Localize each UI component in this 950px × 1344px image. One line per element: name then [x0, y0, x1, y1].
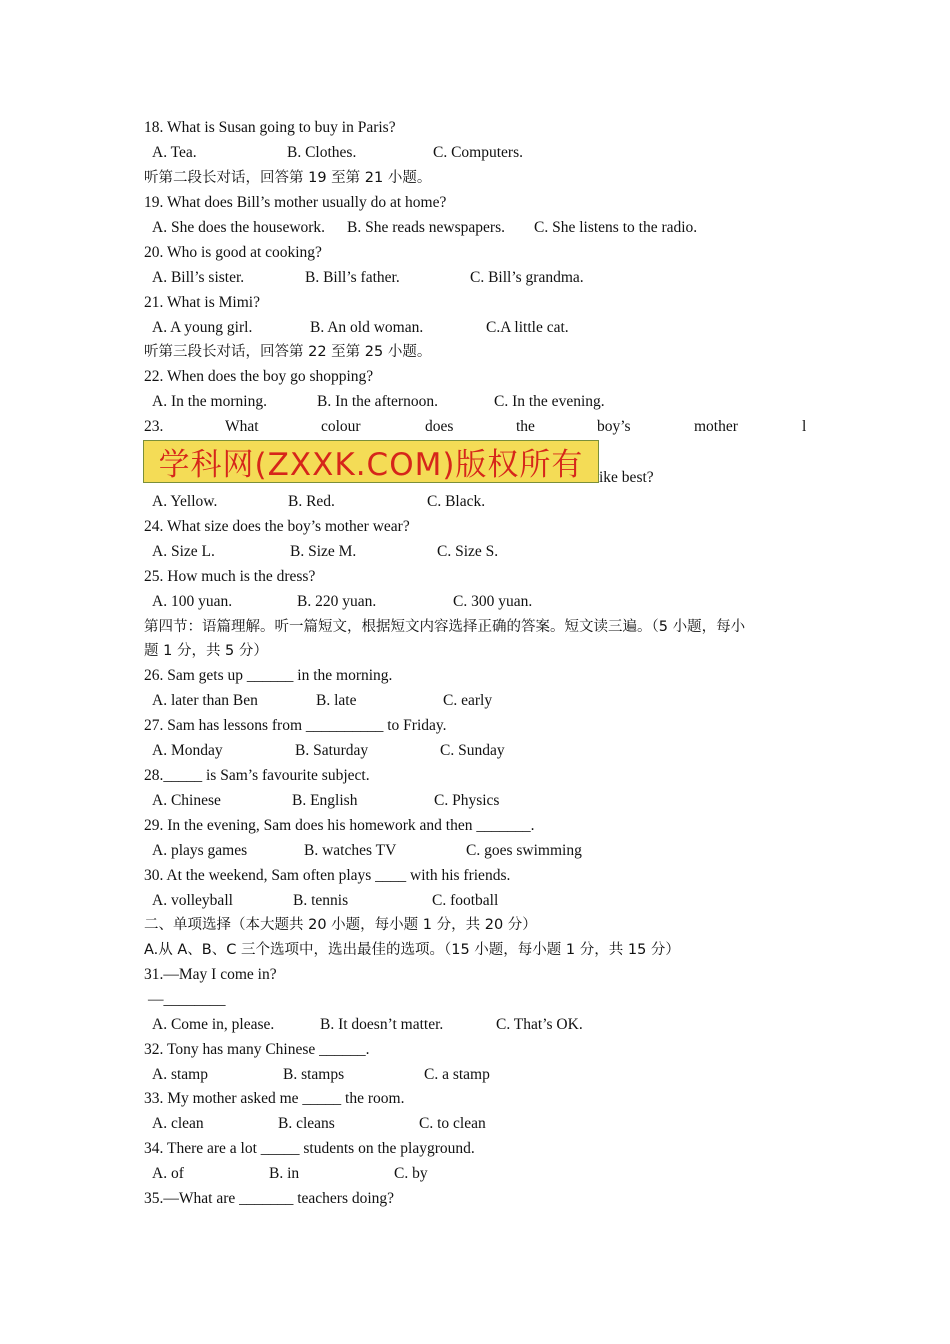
question-29: 29. In the evening, Sam does his homework and then _______. — [144, 817, 535, 834]
question-22: 22. When does the boy go shopping? — [144, 368, 374, 385]
q29-option-b: B. watches TV — [304, 842, 397, 859]
question-34: 34. There are a lot _____ students on the playground. — [144, 1140, 475, 1157]
question-31: 31.—May I come in? — [144, 966, 277, 983]
q30-option-a: A. volleyball — [152, 892, 233, 909]
q23-word: mother — [694, 418, 738, 435]
question-33: 33. My mother asked me _____ the room. — [144, 1090, 405, 1107]
q32-option-c: C. a stamp — [424, 1066, 490, 1083]
q23-option-c: C. Black. — [427, 493, 486, 510]
q30-option-c: C. football — [432, 892, 499, 909]
q23-word: colour — [321, 418, 361, 435]
q27-option-b: B. Saturday — [295, 742, 369, 759]
q19-option-c: C. She listens to the radio. — [534, 219, 698, 236]
question-27: 27. Sam has lessons from __________ to Friday. — [144, 717, 447, 734]
q25-option-a: A. 100 yuan. — [152, 593, 233, 610]
q18-option-c: C. Computers. — [433, 144, 523, 161]
q24-option-b: B. Size M. — [290, 543, 357, 560]
q23-word: the — [516, 418, 535, 435]
q19-option-a: A. She does the housework. — [152, 219, 326, 236]
section-heading-2: 听第二段长对话，回答第 19 至第 21 小题。 — [144, 170, 432, 186]
q22-option-b: B. In the afternoon. — [317, 393, 438, 410]
q23-option-b: B. Red. — [288, 493, 335, 510]
q33-option-b: B. cleans — [278, 1115, 335, 1132]
question-32: 32. Tony has many Chinese ______. — [144, 1041, 370, 1058]
question-30: 30. At the weekend, Sam often plays ____ with his friends. — [144, 867, 511, 884]
q23-word: boy’s — [597, 418, 631, 435]
q32-option-a: A. stamp — [152, 1066, 208, 1083]
q22-option-a: A. In the morning. — [152, 393, 267, 410]
q21-option-a: A. A young girl. — [152, 319, 253, 336]
q22-option-c: C. In the evening. — [494, 393, 605, 410]
q31-option-a: A. Come in, please. — [152, 1016, 275, 1033]
q23-word: 23. — [144, 418, 164, 435]
q23-word: l — [802, 418, 807, 435]
q34-option-b: B. in — [269, 1165, 300, 1182]
question-31-reply: —________ — [148, 991, 226, 1008]
q33-option-a: A. clean — [152, 1115, 204, 1132]
q28-option-c: C. Physics — [434, 792, 500, 809]
q25-option-c: C. 300 yuan. — [453, 593, 533, 610]
q20-option-b: B. Bill’s father. — [305, 269, 400, 286]
q20-option-a: A. Bill’s sister. — [152, 269, 245, 286]
section-heading-4: 第四节：语篇理解。听一篇短文，根据短文内容选择正确的答案。短文读三遍。（5 小题，每小 — [144, 619, 746, 635]
q19-option-b: B. She reads newspapers. — [347, 219, 505, 236]
question-25: 25. How much is the dress? — [144, 568, 316, 585]
question-19: 19. What does Bill’s mother usually do at home? — [144, 194, 447, 211]
q24-option-c: C. Size S. — [437, 543, 499, 560]
q18-option-b: B. Clothes. — [287, 144, 357, 161]
q25-option-b: B. 220 yuan. — [297, 593, 377, 610]
q26-option-b: B. late — [316, 692, 357, 709]
q30-option-b: B. tennis — [293, 892, 349, 909]
q34-option-a: A. of — [152, 1165, 184, 1182]
q28-option-b: B. English — [292, 792, 358, 809]
question-20: 20. Who is good at cooking? — [144, 244, 322, 261]
q20-option-c: C. Bill’s grandma. — [470, 269, 584, 286]
q32-option-b: B. stamps — [283, 1066, 345, 1083]
q28-option-a: A. Chinese — [152, 792, 221, 809]
q29-option-c: C. goes swimming — [466, 842, 582, 859]
q29-option-a: A. plays games — [152, 842, 248, 859]
q24-option-a: A. Size L. — [152, 543, 215, 560]
question-23-end: ike best? — [599, 469, 654, 486]
part-2a-heading: A.从 A、B、C 三个选项中，选出最佳的选项。（15 小题，每小题 1 分，共 15 分） — [144, 942, 680, 958]
q31-option-c: C. That’s OK. — [496, 1016, 583, 1033]
watermark-banner — [143, 440, 599, 483]
q23-word: What — [225, 418, 259, 435]
q31-option-b: B. It doesn’t matter. — [320, 1016, 444, 1033]
question-18: 18. What is Susan going to buy in Paris? — [144, 119, 396, 136]
question-24: 24. What size does the boy’s mother wear? — [144, 518, 410, 535]
q21-option-c: C.A little cat. — [486, 319, 569, 336]
section-heading-3: 听第三段长对话，回答第 22 至第 25 小题。 — [144, 344, 432, 360]
section-heading-4-cont: 题 1 分，共 5 分） — [144, 643, 268, 659]
watermark-text: 学科网(ZXXK.COM)版权所有 — [158, 447, 584, 483]
q34-option-c: C. by — [394, 1165, 428, 1182]
q21-option-b: B. An old woman. — [310, 319, 424, 336]
q23-option-a: A. Yellow. — [152, 493, 218, 510]
q18-option-a: A. Tea. — [152, 144, 197, 161]
question-21: 21. What is Mimi? — [144, 294, 260, 311]
question-28: 28._____ is Sam’s favourite subject. — [144, 767, 370, 784]
q27-option-a: A. Monday — [152, 742, 223, 759]
q26-option-c: C. early — [443, 692, 493, 709]
question-35: 35.—What are _______ teachers doing? — [144, 1190, 395, 1207]
part-2-heading: 二、单项选择（本大题共 20 小题，每小题 1 分，共 20 分） — [144, 917, 537, 933]
q26-option-a: A. later than Ben — [152, 692, 258, 709]
q33-option-c: C. to clean — [419, 1115, 486, 1132]
question-26: 26. Sam gets up ______ in the morning. — [144, 667, 393, 684]
q27-option-c: C. Sunday — [440, 742, 505, 759]
q23-word: does — [425, 418, 454, 435]
